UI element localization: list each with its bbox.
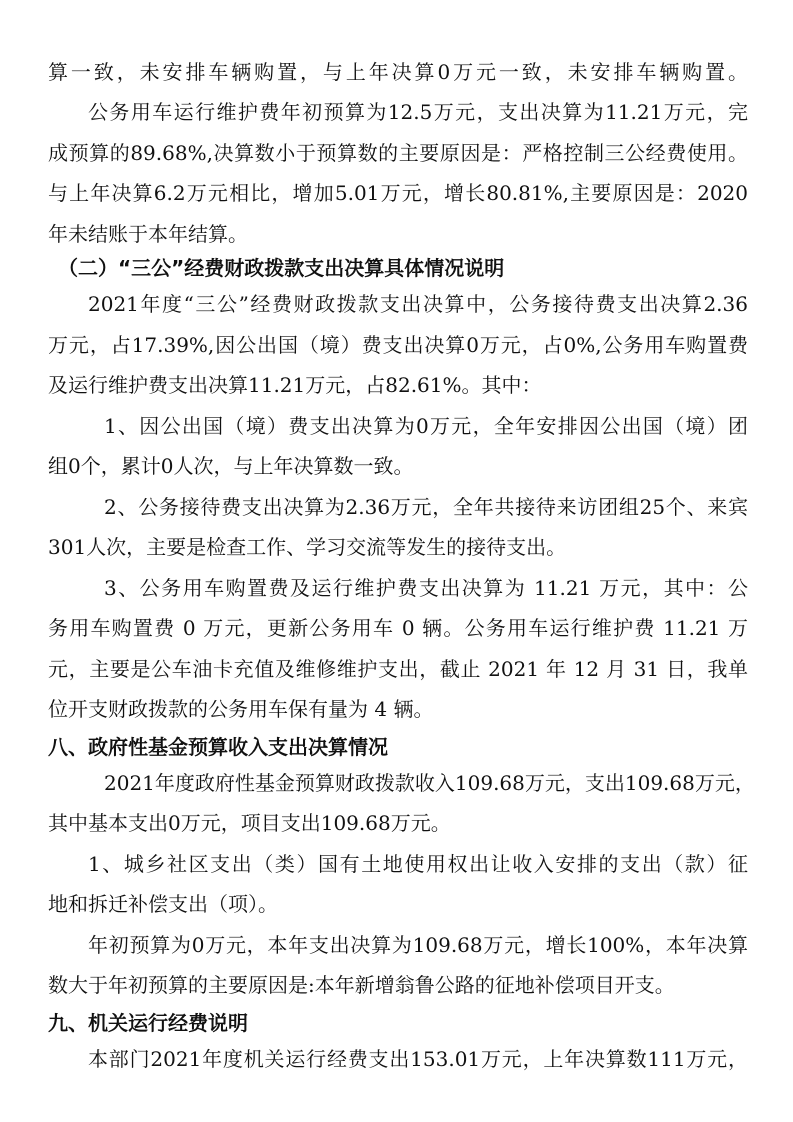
paragraph-line: 公务用车运行维护费年初预算为12.5万元，支出决算为11.21万元，完: [88, 100, 748, 124]
paragraph-line: 1、城乡社区支出（类）国有土地使用权出让收入安排的支出（款）征: [88, 852, 748, 876]
section-heading: 八、政府性基金预算收入支出决算情况: [48, 735, 388, 759]
section-heading: （二）“三公”经费财政拨款支出决算具体情况说明: [58, 256, 505, 280]
paragraph-line: 组0个，累计0人次，与上年决算数一致。: [48, 454, 414, 478]
paragraph-line: 1、因公出国（境）费支出决算为0万元，全年安排因公出国（境）团: [104, 414, 748, 438]
paragraph-line: 务用车购置费 0 万元，更新公务用车 0 辆。公务用车运行维护费 11.21 万: [48, 616, 748, 640]
paragraph-line: 2、公务接待费支出决算为2.36万元，全年共接待来访团组25个、来宾: [104, 495, 748, 519]
paragraph-line: 其中基本支出0万元，项目支出109.68万元。: [48, 811, 451, 835]
paragraph-line: 年未结账于本年结算。: [48, 222, 248, 246]
paragraph-line: 元，主要是公车油卡充值及维修维护支出，截止 2021 年 12 月 31 日，我单: [48, 657, 748, 681]
paragraph-line: 年初预算为0万元，本年支出决算为109.68万元，增长100%，本年决算: [88, 933, 748, 957]
paragraph-line: 及运行维护费支出决算11.21万元，占82.61%。其中：: [48, 373, 542, 397]
paragraph-line: 3、公务用车购置费及运行维护费支出决算为 11.21 万元，其中：公: [104, 576, 748, 600]
paragraph-line: 数大于年初预算的主要原因是:本年新增翁鲁公路的征地补偿项目开支。: [48, 973, 675, 997]
section-heading: 九、机关运行经费说明: [48, 1011, 248, 1035]
paragraph-line: 2021年度“三公”经费财政拨款支出决算中，公务接待费支出决算2.36: [88, 292, 748, 316]
paragraph-line: 成预算的89.68%,决算数小于预算数的主要原因是：严格控制三公经费使用。: [48, 141, 748, 165]
paragraph-line: 301人次，主要是检查工作、学习交流等发生的接待支出。: [48, 535, 567, 559]
paragraph-line: 地和拆迁补偿支出（项）。: [48, 892, 278, 916]
paragraph-line: 与上年决算6.2万元相比，增加5.01万元，增长80.81%,主要原因是：2020: [48, 181, 748, 205]
paragraph-line: 位开支财政拨款的公务用车保有量为 4 辆。: [48, 697, 434, 721]
paragraph-line: 算一致，未安排车辆购置，与上年决算0万元一致，未安排车辆购置。: [48, 60, 748, 84]
paragraph-line: 万元，占17.39%,因公出国（境）费支出决算0万元，占0%,公务用车购置费: [48, 333, 748, 357]
paragraph-line: 本部门2021年度机关运行经费支出153.01万元，上年决算数111万元，: [88, 1047, 748, 1071]
paragraph-line: 2021年度政府性基金预算财政拨款收入109.68万元，支出109.68万元，: [104, 771, 755, 795]
